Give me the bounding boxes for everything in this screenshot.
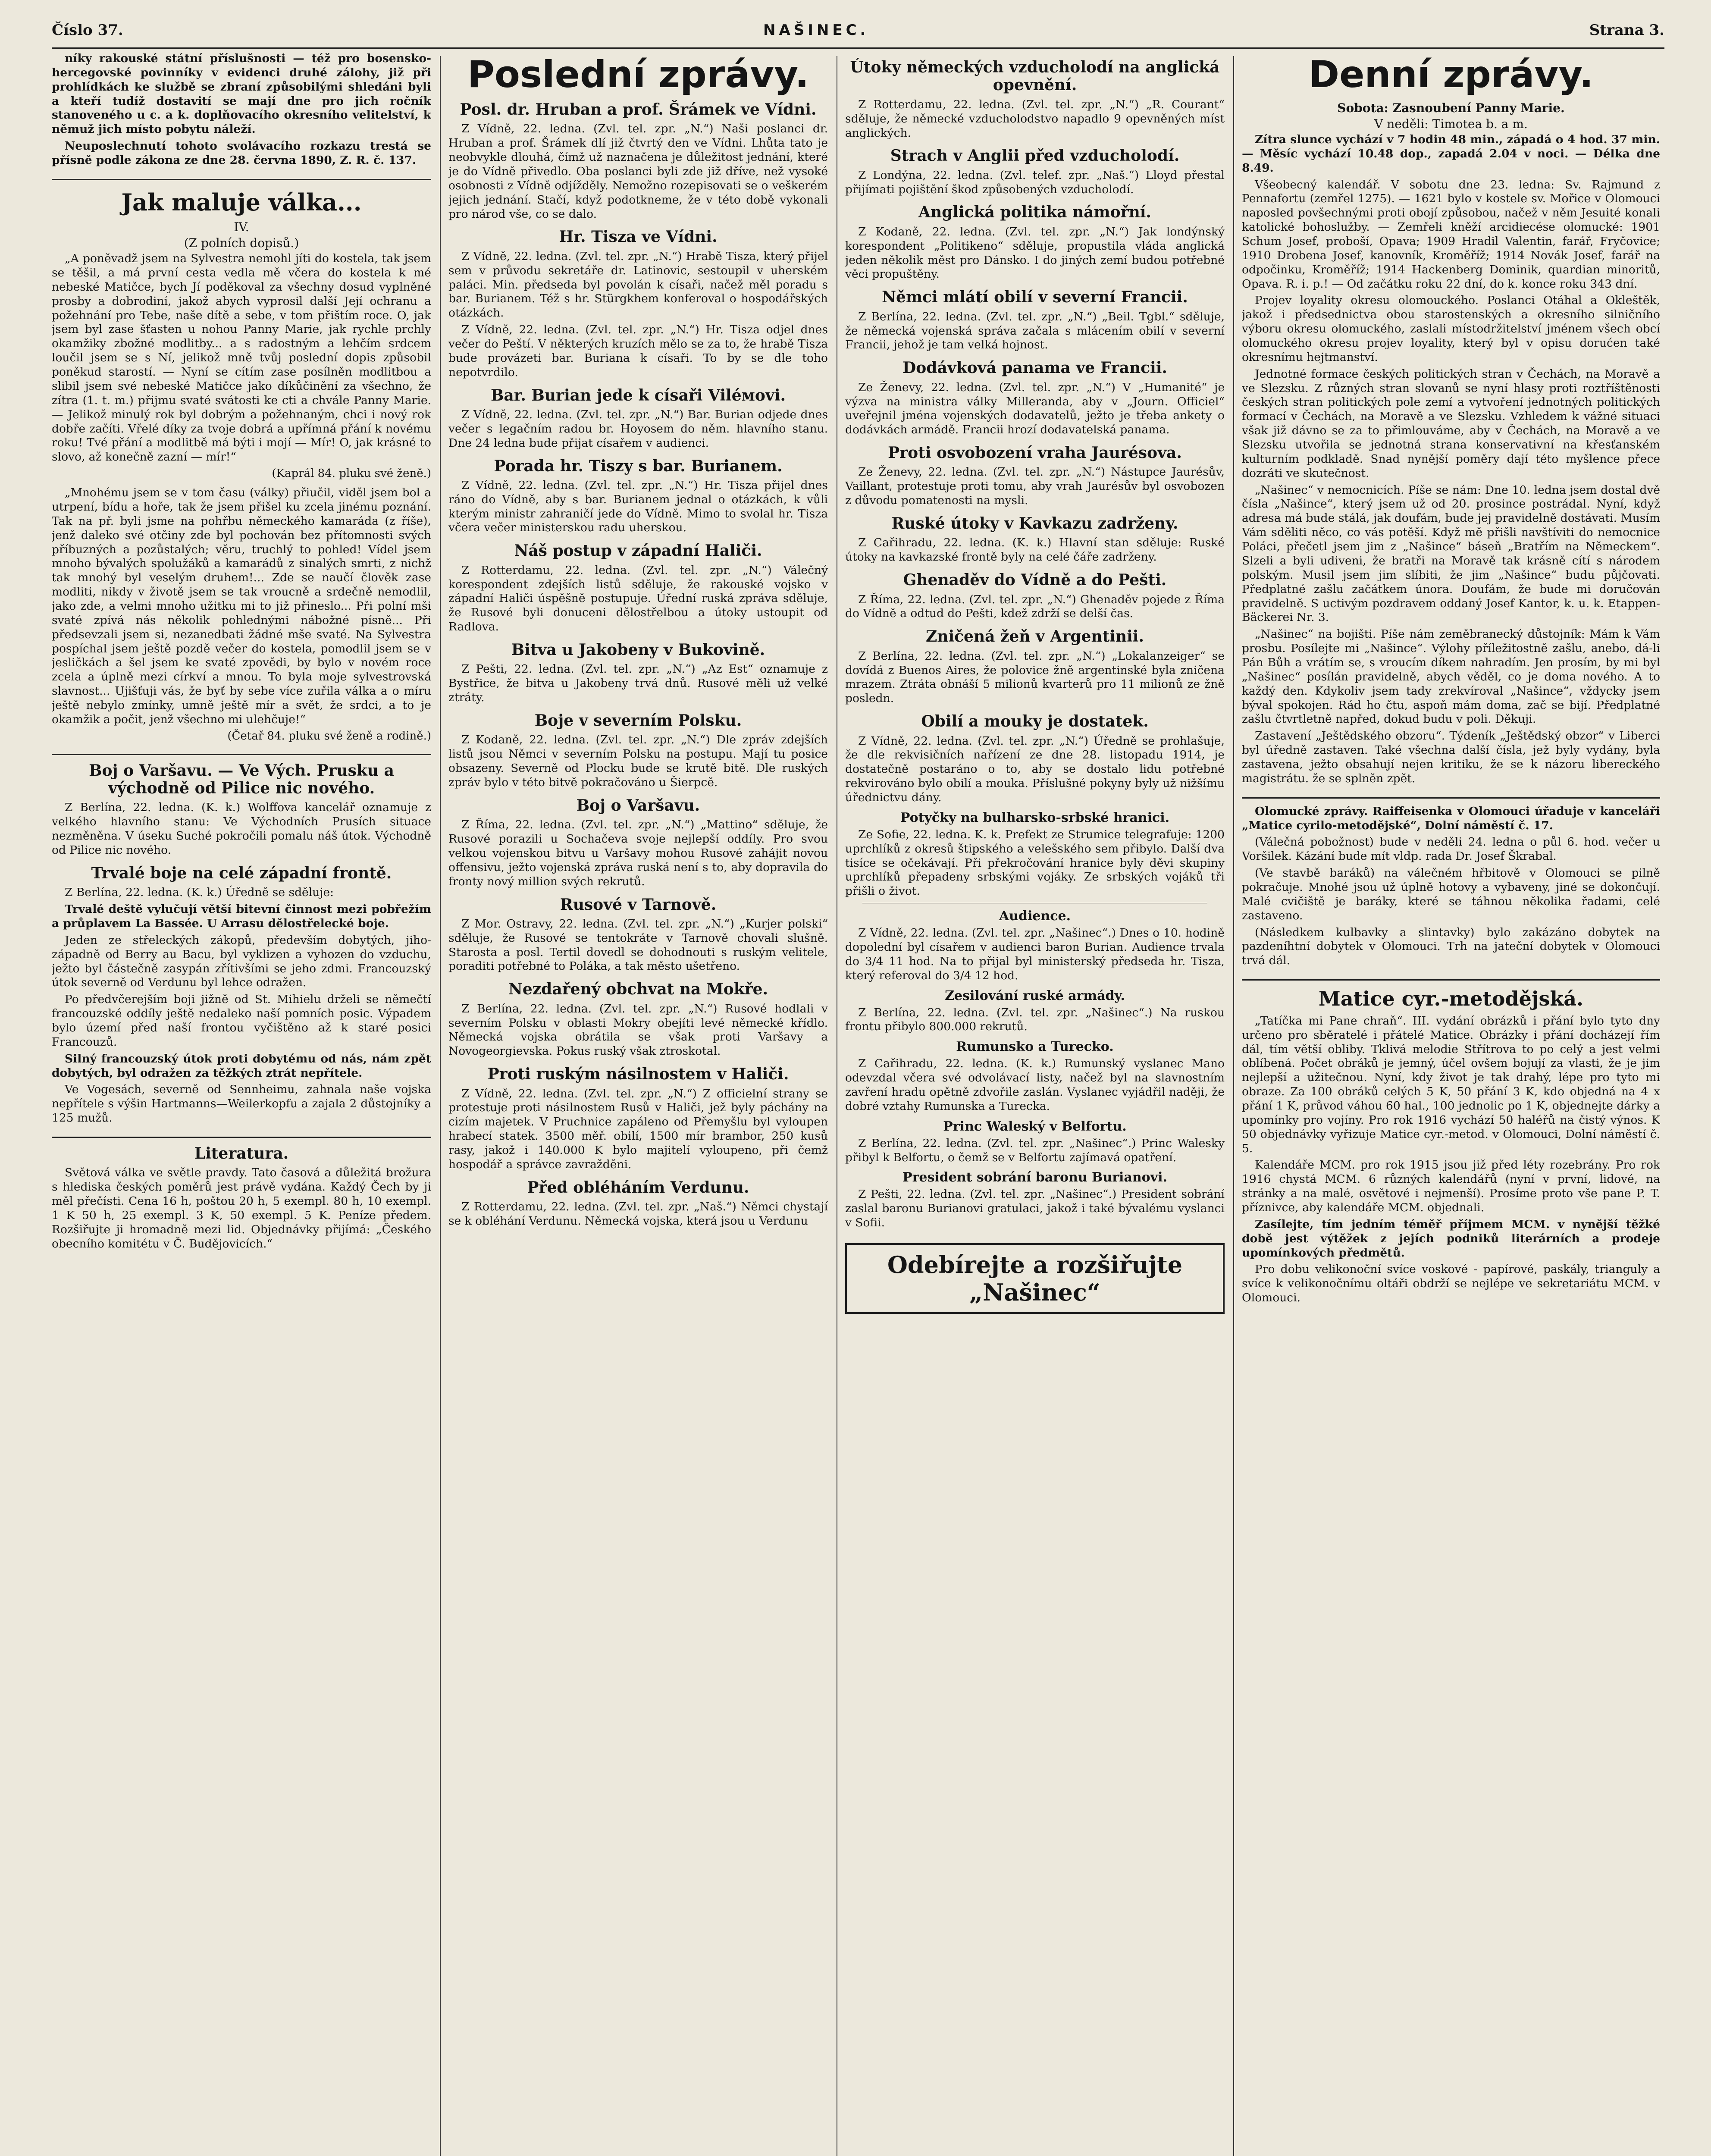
article-text: Z Rotterdamu, 22. ledna. (Zvl. tel. zpr. „Naš.“) Němci chystají se k obléhání Verdunu. Německá vojska, která jsou u Verdunu	[448, 1200, 828, 1228]
column-divider	[440, 56, 441, 2156]
article-text: Z Vídně, 22. ledna. (Zvl. tel. zpr. „N.“) Úředně se prohlašuje, že dle rekvisičních nařízení ze dne 28. listopadu 1914, je dostatečně postaráno o to, aby se dostalo lidu potřebné rekvirováno bylo obilí a mouka. Příslušné pokyny byly už nižšímu úřednictvu dány.	[845, 734, 1225, 804]
article-text: Z Cařihradu, 22. ledna. (K. k.) Rumunský vyslanec Mano odevzdal včera své odvolávací listy, načež byl na slavnostním zavření hradu opětně zdvořile zaslán. Vyslanec vyjádřil naději, že dobré vztahy Rumunska a Turecka.	[845, 1057, 1225, 1113]
article-text: Jeden ze střeleckých zákopů, především dobytých, jiho-západně od Berry au Bacu, byl vyklizen a vyhozen do vzduchu, ježto byl částečně zasypán zřítivšími se jeho zdmi. Francouzský útok severně od Verdunu byl lehce odražen.	[52, 933, 431, 990]
headline-burian: Bar. Burian jede k císaři Viléмovi.	[490, 386, 786, 404]
article-text: Jednotné formace českých politických stran v Čechách, na Moravě a ve Slezsku. Z různých stran slovanů se nyní hlasy proti roztříštěnosti českých stran politických pole zemí a vytvoření jednotných politických formací v Čechách, na Moravě a ve Slezsku. Vzhledem k vážné situaci však již dávno se za to přimlouváme, aby v Čechách, na Moravě a ve Slezsku utvořila se jednotná strana konservativní na křesťanském kulturním podkladě. Snad nynější poměry dají této myšlence přece dozráti ve skutečnost.	[1242, 367, 1660, 480]
headline-olomoucke-zpravy: Olomucké zprávy. Raiffeisenka v Olomouci úřaduje v kanceláři „Matice cyrilo-metodějské“, Dolní náměstí č. 17.	[1242, 804, 1660, 832]
column-4	[1242, 52, 1660, 1308]
article-text: Zastavení „Ještědského obzoru“. Týdeník „Ještědský obzor“ v Liberci byl úředně zastaven. Také všechna další čísla, jež byly vydány, byla zastavena, ježto obsahují nejen kritiku, že se k názoru libereckého magistrátu. že se splněn zpět.	[1242, 729, 1660, 785]
headline-kavkaz: Ruské útoky v Kavkazu zadrženy.	[891, 514, 1178, 533]
page-number: Strana 3.	[1589, 22, 1664, 39]
article-text: Trvalé deště vylučují větší bitevní činnost mezi pobřežím a průplavem La Bassée. U Arrasu dělostřelecké boje.	[52, 903, 431, 931]
headline-princ: Princ Waleský v Belfortu.	[943, 1119, 1127, 1134]
column-divider	[1233, 56, 1234, 2156]
headline-argentina: Zničená žeň v Argentinii.	[925, 627, 1144, 646]
article-text: „Tatíčka mi Pane chraň“. III. vydání obrázků i přání bylo tyto dny určeno pro sběratelé i přátelé Matice. Obrázky i přání docházejí řím dál, tím větší obliby. Tklivá melodie Střítrova to po celý a jest velmi oblíbená. Počet obráků je jemný, účel ovšem bojují za vlasti, že je jim nejlepší a užitečnou. Nyní, kdy život je tak drahý, lépe pro tyto mi obraze. Za 100 obráků celých 5 K, 50 přání 3 K, kdo objedná na 4 x přání 1 K, průvod váhou 60 hal., 100 jednolic po 1 K, objednejte dárky a upomínky pro vojíny. Pro rok 1916 vychází 50 haléřů na čistý výnos. K 50 objednávky vyřizuje Matice cyr.-metod. v Olomouci, Dolní náměstí č. 5.	[1242, 1014, 1660, 1155]
headline-jaures: Proti osvobození vraha Jaurésova.	[888, 444, 1182, 462]
headline-nasilnosti: Proti ruským násilnostem v Haliči.	[487, 1065, 789, 1084]
article-text: Z Berlína, 22. ledna. (Zvl. tel. zpr. „Našinec“.) Na ruskou frontu přibylo 800.000 rekrutů.	[845, 1006, 1225, 1034]
article-text: Z Londýna, 22. ledna. (Zvl. telef. zpr. „Naš.“) Lloyd přestal přijímati pojištění škod způsobených vzducholodí.	[845, 168, 1225, 196]
article-text: Z Pešti, 22. ledna. (Zvl. tel. zpr. „N.“) „Az Est“ oznamuje z Bystřice, že bitva u Jakobeny trvá dnů. Rusové měli už velké ztráty.	[448, 662, 828, 705]
article-text: „Mnohému jsem se v tom času (války) přiučil, viděl jsem bol a utrpení, bídu a hoře, tak že jsem přišel ku zcela jinému poznání. Tak na př. byli jsme na pohřbu německého kamaráda (z říše), jenž daleko své otčiny zde byl pochován bez přítomnosti svých příbuzných a pozůstalých; věru, truchlý to pohled! Vídel jsem mnoho bývalých spolužáků a kamarádů z sinalých smrti, z nichž tak mnohý byl veselým druhem!... Zde se naučí člověk zase modliti, nikdy v životě jsem se tak vroucně a srdečně nemodlil, jako zde, a velmi mnoho užitku mi to již přineslo... Při polní mši svaté zpívá nás několik pohlednými nábožné písně... Při předsevzali jsem si, nezanedbati žádné mše svaté. Na Sylvestra pospíchal jsem ještě pozdě večer do kostela, pomodlil jsem se v jesličkách a šel jsem ke svaté zpovědi, by bylo v novém roce zcela a úplně mezi církví a mnou. To byla moje sylvestrovská slavnost... Ujišťuji vás, že byť by sebe více zuřila válka a o míru ještě nebylo zmínky, umně ještě mír a svět, že srdci, a to je okamžik a počit, jenž všechno mi ulehčuje!“	[52, 486, 431, 726]
headline-panama: Dodávková panama ve Francii.	[903, 359, 1167, 377]
article-text: „Našinec“ v nemocnicích. Píše se nám: Dne 10. ledna jsem dostal dvě čísla „Našince“, který jsem už od 20. prosince postrádal. Nyní, když adresa má bude stálá, jak doufám, bude jej pravidelně dostávati. Musím Vám sděliti něco, co vás potěší. Když mě přišli navštíviti do nemocnice Poláci, přečetl jsem jim z „Našince“ báseň „Bratřím na Německem“. Slzeli a byli udiveni, že bratři na Moravě tak krásně cítí s národem polským. Musil jsem jim slíbiti, že jim „Našince“ budu půjčovati. Předplatné zašlu začátkem února. Doufám, že bude mi doručován pravidelně. S uctivým pozdravem oddaný Josef Kantor, k. u. k. Etappen-Bäckerei Nr. 3.	[1242, 483, 1660, 624]
article-text: „Našinec“ na bojišti. Píše nám zeměbranecký důstojník: Mám k Vám prosbu. Posílejte mi „Našince“. Výlohy příležitostně zašlu, anebo, dá-li Pán Bůh a vrátím se, s vroucím díkem nahradím. Jen prosím, by mi byl „Našinec“ posílán pravidelně, abych věděl, co je doma nového. A to každý den. Kdykoliv jsem tady zrekvíroval „Našince“, vždycky jsem býval spokojen. Rád ho čtu, aspoň mám doma, zač se bijí. Předplatné zašlu čtvrtletně napřed, dokud budu v poli. Děkuji.	[1242, 627, 1660, 726]
article-text: Z Vídně, 22. ledna. (Zvl. tel. zpr. „N.“) Z officielní strany se protestuje proti násilnostem Rusů v Haliči, jež byly páchány na cizím majetek. V Pruchnice zapáleno od Přemyšlu byl vyloupen hrabecí statek. 3500 měř. obilí, 1500 mír brambor, 250 kusů rasy, jakož i 140.000 K bylo majitelí vyloupeno, při čemž hospodář a správce zavražděni.	[448, 1087, 828, 1171]
issue-number: Číslo 37.	[52, 22, 123, 39]
headline-verdun: Před obléháním Verdunu.	[527, 1178, 749, 1197]
article-text: Z Říma, 22. ledna. (Zvl. tel. zpr. „N.“) „Mattino“ sděluje, že Rusové porazili u Sochačeva svoje nejlepší oddíly. Pro svou velkou vojenskou bitvu u Varšavy mohou Rusové zahájit novou offensivu, ježto vojenská zpráva ruská není s to, aby dopravila do fronty nový million svých rekrutů.	[448, 818, 828, 888]
headline-posledni-zpravy: Poslední zprávy.	[467, 53, 809, 96]
article-text: Zítra slunce vychází v 7 hodin 48 min., západá o 4 hod. 37 min. — Měsíc vychází 10.48 dop., zapadá 2.04 v noci. — Délka dne 8.49.	[1242, 133, 1660, 175]
headline-boje-polsko: Boje v severním Polsku.	[534, 711, 742, 730]
article-text: Z Rotterdamu, 22. ledna. (Zvl. tel. zpr. „N.“) „R. Courant“ sděluje, že německé vzducholodstvo napadlo 9 opevněných míst anglických.	[845, 97, 1225, 140]
article-text: Z Rotterdamu, 22. ledna. (Zvl. tel. zpr. „N.“) Válečný korespondent zdejších listů sděluje, že rakouské vojsko v západní Haliči úspěšně postupuje. Úřední ruská zpráva sděluje, že Rusové byli donuceni dělostřelbou a útoky ustoupit od Radlova.	[448, 563, 828, 634]
headline-mokre: Nezdařený obchvat na Mokře.	[508, 980, 768, 999]
article-text: Z Cařihradu, 22. ledna. (K. k.) Hlavní stan sděluje: Ruské útoky na kavkazské frontě byly na celé čáře zadrženy.	[845, 536, 1225, 564]
article-text: (Ve stavbě baráků) na válečném hřbitově v Olomouci se pilně pokračuje. Mnohé jsou už úplně hotovy a vybaveny, jiné se dokončují. Malé cvičiště je baráky, které se táhnou několika řadami, celé zastaveno.	[1242, 866, 1660, 922]
headline-boj-o-varsavu: Boj o Varšavu. — Ve Vých. Prusku a východně od Pilice nic nového.	[89, 761, 394, 798]
article-text: níky rakouské státní příslušnosti — též pro bosensko-hercegovské povinníky v evidenci druhé zálohy, již při prohlídkách ke službě se zbraní způsobilými shledáni byli a kteří tudíž dostavití se mají dne pro jich ročník stanoveného u c. a k. doplňovacího okresního velitelství, k němuž jich místo pobytu náleží.	[52, 52, 431, 136]
calendar-line: Sobota: Zasnoubení Panny Marie.	[1337, 101, 1565, 115]
roman-numeral: IV.	[234, 220, 249, 235]
headline-strach-anglie: Strach v Anglii před vzducholodí.	[890, 147, 1180, 165]
headline-president: President sobrání baronu Burianovi.	[903, 1170, 1167, 1185]
headline-potycky: Potyčky na bulharsko-srbské hranici.	[900, 810, 1170, 825]
article-text: Z Vídně, 22. ledna. (Zvl. tel. zpr. „N.“) Hrabě Tisza, který přijel sem v průvodu sekretáře dr. Latinovic, sestoupil v uherském paláci. Min. předseda byl povolán k císaři, načež měl poradu s bar. Burianem. Též s hr. Stürgkhem konferoval o hospodářských otázkách.	[448, 249, 828, 320]
signature: (Kaprál 84. pluku své ženě.)	[272, 467, 431, 480]
headline-jak-maluje-valka: Jak maluje válka...	[121, 188, 362, 216]
section-rule	[1242, 797, 1660, 799]
article-text: Po předvčerejším boji jižně od St. Mihielu drželi se němečtí francouzské oddíly ještě nedaleko naší pomních posic. Výpadem bylo území před naší frontou vyčištěno až k staré posici Francouzů.	[52, 993, 431, 1049]
headline-audience: Audience.	[999, 909, 1071, 924]
article-text: Z Berlína, 22. ledna. (K. k.) Úředně se sděluje:	[65, 886, 334, 899]
article-text: Neuposlechnutí tohoto svolávacího rozkazu trestá se přísně podle zákona ze dne 28. června 1890, Z. R. č. 137.	[52, 139, 431, 167]
headline-turecko: Rumunsko a Turecko.	[956, 1039, 1114, 1055]
headline-hruban-sramek: Posl. dr. Hruban a prof. Šrámek ve Vídni.	[460, 100, 817, 119]
headline-ghenadev: Ghenaděv do Vídně a do Pešti.	[903, 571, 1167, 589]
article-text: Z Berlína, 22. ledna. (Zvl. tel. zpr. „N.“) „Beil. Tgbl.“ sděluje, že německá vojenská správa začala s mlácením obilí v severní Francii, jehož je tam velká hojnost.	[845, 310, 1225, 352]
article-text: Z Pešti, 22. ledna. (Zvl. tel. zpr. „Našinec“.) President sobrání zaslal baronu Burianovi gratulaci, jakož i také bývalému vyslanci v Sofii.	[845, 1188, 1225, 1230]
headline-tisza-ve-vidni: Hr. Tisza ve Vídni.	[559, 228, 718, 246]
headline-politika: Anglická politika námořní.	[918, 203, 1151, 222]
column-3	[845, 52, 1225, 1314]
article-text: Z Berlína, 22. ledna. (Zvl. tel. zpr. „N.“) „Lokalanzeiger“ se dovídá z Buenos Aires, že polovice žně argentinské byla zničena mrazem. Ztráta obnáší 5 milionů kvarterů pro 11 milionů ze žně posledn.	[845, 649, 1225, 705]
article-text: Z Říma, 22. ledna. (Zvl. tel. zpr. „N.“) Ghenaděv pojede z Říma do Vídně a odtud do Pešti, kdež zdrží se delší čas.	[845, 592, 1225, 620]
headline-mouka: Obilí a mouky je dostatek.	[921, 712, 1149, 731]
column-2	[448, 52, 828, 1231]
article-text: Ze Ženevy, 22. ledna. (Zvl. tel. zpr. „N.“) Nástupce Jaurésův, Vaillant, protestuje proti tomu, aby vrah Jaurésův byl osvobozen z důvodu pomatenosti na mysli.	[845, 465, 1225, 508]
article-text: Světová válka ve světle pravdy. Tato časová a důležitá brožura s hlediska českých poměrů jest právě vydána. Každý Čech by ji měl přečísti. Cena 16 h, poštou 20 h, 5 exempl. 80 h, 10 exempl. 1 K 50 h, 25 exempl. 3 K, 50 exempl. 5 K. Peníze předem. Rozšiřujte ji hromadně mezi lid. Objednávky přijímá: „Českého obecního komitétu v Č. Budějovicích.“	[52, 1166, 431, 1250]
column-1	[52, 52, 431, 1254]
subscription-ad: Odebírejte a rozšiřujte „Našinec“	[845, 1243, 1225, 1314]
section-rule	[52, 179, 431, 180]
section-rule	[52, 754, 431, 755]
section-rule	[1242, 979, 1660, 981]
header-rule	[52, 47, 1664, 49]
article-text: Projev loyality okresu olomouckého. Poslanci Otáhal a Okleštěk, jakož i předsednictva obou starostenských a okresního silničního výboru okresu olomuckého, zaslali místodržitelství jménem všech obcí olomuckého okresu projev loyality, který byl v opisu dorućen také okresnímu hejtmanství.	[1242, 294, 1660, 364]
article-text: Z Kodaně, 22. ledna. (Zvl. tel. zpr. „N.“) Dle zpráv zdejších listů jsou Němci v severním Polsku na postupu. Mají tu posice obsazeny. Severně od Plocku bude se krutě bitě. Dle ruských zpráv bylo v této bitvě pokračováno u Šierpcě.	[448, 733, 828, 789]
article-text: Z Kodaně, 22. ledna. (Zvl. tel. zpr. „N.“) Jak londýnský korespondent „Politikeno“ sděluje, propustila vláda anglická jeden několik měst pro Dánsko. I do jiných zemí budou potřebné věci propuštěny.	[845, 225, 1225, 281]
headline-bitva-jakobeny: Bitva u Jakobeny v Bukovině.	[511, 641, 765, 659]
article-text: Z Vídně, 22. ledna. (Zvl. tel. zpr. „N.“) Hr. Tisza přijel dnes ráno do Vídně, aby s bar. Burianem jednal o otázkách, k vůli kterým ministr zahraničí jede do Vídně. Mimo to svolal hr. Tisza včera večer ministerskou radu uherskou.	[448, 478, 828, 535]
article-text: Ve Vogesách, severně od Sennheimu, zahnala naše vojska nepřítele s výšin Hartmanns—Weilerkopfu a zajala 2 důstojníky a 125 mužů.	[52, 1083, 431, 1125]
article-text: (Válečná pobožnost) bude v neděli 24. ledna o půl 6. hod. večer u Voršilek. Kázání bude mít vldp. rada Dr. Josef Škrabal.	[1242, 835, 1660, 863]
headline-denni-zpravy: Denní zprávy.	[1308, 53, 1594, 96]
article-text: Z Vídně, 22. ledna. (Zvl. tel. zpr. „N.“) Naši poslanci dr. Hruban a prof. Šrámek dlí již čtvrtý den ve Vídni. Lhůta tato je neobvykle dlouhá, čímž už naznačena je důležitost jednání, které je do Vídně přivedlo. Oba poslanci byli zde již dříve, než vysoké osobnosti z Vídně odjížděly. Nemožno rozepisovati se o veškerém jejich jednání. Stačí, když podotkneme, že v této době vykonali pro národ vše, co se dalo.	[448, 122, 828, 221]
article-text: Z Berlína, 22. ledna. (Zvl. tel. zpr. „N.“) Rusové hodlali v severním Polsku v oblasti Mokry obejíti levé německé křídlo. Německá vojska obrátila se však proti Varšavy a Novogeorgievska. Pokus ruský však ztroskotal.	[448, 1002, 828, 1058]
headline-utoky-vzducholodi: Útoky německých vzducholodí na anglická opevnění.	[850, 58, 1220, 94]
article-text: Ze Sofie, 22. ledna. K. k. Prefekt ze Strumice telegrafuje: 1200 uprchlíků z okresů štipského a velešského sem přibylo. Další dva tisíce se očekávají. Při překročování hranice byly děvi skupiny uprchlíků přepadeny srbskými vojáky. Ze srbských vojáků tři přišli o život.	[845, 827, 1225, 898]
article-text: Silný francouzský útok proti dobytému od nás, nám zpět dobytých, byl odražen za těžkých ztrát nepřítele.	[52, 1052, 431, 1080]
article-text: Ze Ženevy, 22. ledna. (Zvl. tel. zpr. „N.“) V „Humanité“ je výzva na ministra války Milleranda, aby v „Journ. Officiel“ uveřejnil jména vojenských dodavatelů, ježto je třeba ankety o dodávkách armádě. Francii hrozí dodavatelská panama.	[845, 380, 1225, 437]
article-text: Všeobecný kalendář. V sobotu dne 23. ledna: Sv. Rajmund z Pennafortu (zemřel 1275). — 1621 bylo v kostele sv. Mořice v Olomouci naposled povšechnými proti obojí způsobou, načež v něm Jesuité konali katolické bohoslužby. — Zemřeli kněží arcidiecése olomucké: 1901 Schum Josef, proboší, Opava; 1909 Hradil Valentin, farář, Fryčovice; 1910 Drobena Josef, kanovník, Kroměříž; 1914 Novák Josef, farář na odpočinku, Kroměříž; 1914 Hackenberg Dominik, quardian minoritů, Opava. R. i. p.! — Od začátku roku 22 dní, do k. konce roku 343 dní.	[1242, 178, 1660, 291]
article-text: Z Vídně, 22. ledna. (Zvl. tel. zpr. „N.“) Bar. Burian odjede dnes večer s legačním radou br. Hoyosem do něm. hlavního stanu. Dne 24 ledna bude přijat císařem v audienci.	[448, 407, 828, 450]
article-text: Kalendáře MCM. pro rok 1915 jsou již před léty rozebrány. Pro rok 1916 chystá MCM. 6 různých kalendářů (nyní v první, lidové, na stránky a na malé, osvětové i nejmenší). Prosíme proto vše pane P. T. příznivce, aby kalendáře MCM. objednali.	[1242, 1158, 1660, 1214]
article-text: Z Berlína, 22. ledna. (Zvl. tel. zpr. „Našinec“.) Princ Walesky přibyl k Belfortu, o čemž se v Belfortu zajímavá opatření.	[845, 1136, 1225, 1164]
article-text: Z Mor. Ostravy, 22. ledna. (Zvl. tel. zpr. „N.“) „Kurjer polski“ sděluje, že Rusové se tentokráte v Tarnově chovali slušně. Starosta a posl. Tertil dovedl se dohodnouti s ruským velitele, poraditi potřebné to Poláka, a tak město ušetřeno.	[448, 917, 828, 973]
article-text: Z Vídně, 22. ledna. (Zvl. tel. zpr. „Našinec“.) Dnes o 10. hodině dopolední byl císařem v audienci baron Burian. Audience trvala do 3/4 11 hod. Na to přijal byl ministerský předseda hr. Tisza, který referoval do 3/4 12 hod.	[845, 926, 1225, 982]
masthead: NAŠINEC.	[763, 22, 869, 39]
article-text: (Následkem kulbavky a slintavky) bylo zakázáno dobytek na pazdeníhtní dobytek v Olomouci. Trh na jateční dobytek v Olomouci trvá dál.	[1242, 925, 1660, 968]
subheading: (Z polních dopisů.)	[184, 236, 299, 251]
article-text: Z Berlína, 22. ledna. (K. k.) Wolffova kancelář oznamuje z velkého hlavního stanu: Ve Východních Prusích situace nezměněna. V úseku Suché pokročili pomalu náš útok. Východně od Pilice nic nového.	[52, 801, 431, 857]
headline-tarnov: Rusové v Tarnově.	[560, 895, 717, 914]
article-text: „A poněvadž jsem na Sylvestra nemohl jíti do kostela, tak jsem se těšil, a má první cesta vedla mě včera do kostela k mé nebeské Matičce, bych Jí poděkoval za všechny dosud vyplněné prosby a dobrodiní, jakož abych vyprosil další Její ochranu a požehnání pro Tebe, naše dítě a sebe, v tom přištím roce. O, jak jsem byl zase šťasten u nohou Panny Marie, jak rychle prchly okamžiky zbožné modlitby... a s radostným a lehčím srdcem loučil jsem se s Ní, jelikož mně tvůj poslední dopis způsobil poněkud starostí. — Nyní se cítím zase posílněn modlitbou a slibil jsem své nebeské Matičce jako díkůčinění za všechno, že zítra (1. t. m.) přijmu svaté svátosti ke cti a chvále Panny Marie. — Jelikož minulý rok byl dobrým a požehnaným, chci i nový rok dobře začíti. Vřelé díky za tvoje dobrá a upřímná přání k novému roku! Tvé přání a modlitbě má býti i mojí — Mír! O, jak krásné to slovo, až konečně zazní — mír!“	[52, 252, 431, 464]
article-text: Z Vídně, 22. ledna. (Zvl. tel. zpr. „N.“) Hr. Tisza odjel dnes večer do Peští. V některých kruzích mělo se za to, že hrabě Tisza bude provázeti bar. Buriana k císaři. To by se dle toho nepotvrdilo.	[448, 323, 828, 379]
signature: (Četař 84. pluku své ženě a rodině.)	[227, 729, 431, 743]
headline-trvale-boje: Trvalé boje na celé západní frontě.	[91, 864, 392, 882]
article-text: Pro dobu velikonoční svíce voskové - papírové, paskály, trianguly a svíce k velikonočnímu oltáři obdrží se nejlépe ve sekretariátu MCM. v Olomouci.	[1242, 1263, 1660, 1305]
calendar-line: V neděli: Timotea b. a m.	[1374, 117, 1528, 131]
headline-boj-varsava: Boj o Varšavu.	[576, 796, 700, 815]
headline-matice: Matice cyr.-metodějská.	[1318, 987, 1584, 1011]
headline-armady: Zesilování ruské armády.	[945, 988, 1125, 1003]
headline-porada: Porada hr. Tiszy s bar. Burianem.	[494, 457, 783, 475]
headline-literatura: Literatura.	[194, 1144, 289, 1163]
headline-postup: Náš postup v západní Haliči.	[514, 542, 762, 560]
section-rule	[52, 1137, 431, 1138]
headline-obili: Němci mlátí obilí v severní Francii.	[882, 288, 1188, 307]
article-text: Zasílejte, tím jedním téměř příjmem MCM. v nynější těžké době jest výtěžek z jejích podniků literárních a prodeje upomínkových předmětů.	[1242, 1217, 1660, 1260]
